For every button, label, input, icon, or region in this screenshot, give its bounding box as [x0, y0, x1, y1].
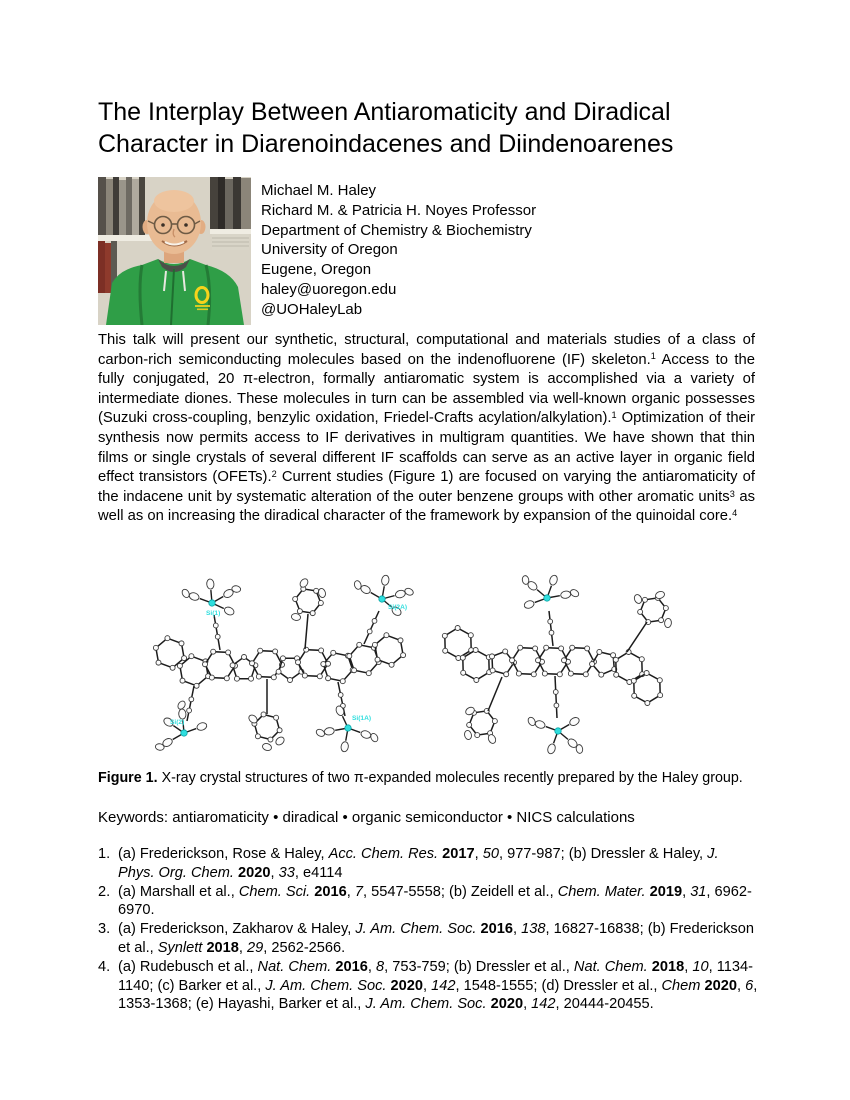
reference-text: (a) Marshall et al., Chem. Sci. 2016, 7, 5547-5558; (b) Zeidell et al., Chem. Mater. 2019, 31, 6962-6970.	[118, 883, 752, 919]
references-list	[98, 845, 758, 1014]
title-line-2: Character in Diarenoindacenes and Diindenoarenes	[98, 130, 674, 158]
speaker-position: Richard M. & Patricia H. Noyes Professor	[261, 201, 537, 219]
speaker-contact-block	[261, 181, 536, 320]
si2a-label: Si(2A)	[388, 604, 408, 611]
keywords-line: Keywords: antiaromaticity • diradical • organic semiconductor • NICS calculations	[98, 809, 635, 826]
reference-text: (a) Frederickson, Rose & Haley, Acc. Chem. Res. 2017, 50, 977-987; (b) Dressler & Haley, J. Phys. Org. Chem. 2020, 33, e4114	[118, 846, 719, 881]
reference-item	[98, 845, 758, 883]
page-title	[98, 96, 788, 160]
figure-1	[140, 553, 726, 766]
reference-number: 3.	[98, 921, 111, 938]
reference-text: (a) Rudebusch et al., Nat. Chem. 2016, 8, 753-759; (b) Dressler et al., Nat. Chem. 2018, 10, 1134-1140; (c) Barker et al., J. Am. Chem. Soc. 2020, 142, 1548-1555; (d) Dressler et al., Chem 2020, 6, 1353-1368; (e) Hayashi, Barker et al., J. Am. Chem. Soc. 2020, 142, 20444-20455.	[118, 958, 758, 1013]
reference-text: (a) Frederickson, Zakharov & Haley, J. Am. Chem. Soc. 2016, 138, 16827-16838; (b) Frederickson et al., Synlett 2018, 29, 2562-2566.	[118, 921, 754, 956]
reference-item	[98, 920, 758, 958]
abstract-paragraph: This talk will present our synthetic, structural, computational and materials studies of a class of carbon-rich semiconducting molecules based on the indenofluorene (IF) skeleton.$^1$ Access to the fully conjugated, 20 π-electron, formally antiaromatic system is accomplished via a variety of intermediate diones. These molecules in turn can be assembled via well-known organic possesses (Suzuki cross-coupling, benzylic oxidation, Friedel-Crafts acylation/alkylation).$^1$ Optimization of their synthesis now permits access to IF derivatives in multigram quantities. We have shown that thin films or single crystals of several different IF scaffolds can serve as an active layer in organic field effect transistors (OFETs).$^2$ Current studies (Figure 1) are focused on varying the antiaromaticity of the indacene unit by systematic alteration of the outer benzene groups with other aromatic units$^3$ as well as on increasing the diradical character of the framework by expansion of the quinoidal core.$^4$	[98, 332, 755, 525]
speaker-email: haley@uoregon.edu	[261, 280, 397, 298]
si1a-label: Si(1A)	[352, 715, 372, 722]
speaker-university: University of Oregon	[261, 241, 398, 259]
reference-item	[98, 958, 758, 1014]
speaker-twitter-handle: @UOHaleyLab	[261, 300, 363, 318]
reference-number: 2.	[98, 883, 111, 900]
title-line-1: The Interplay Between Antiaromaticity and Diradical	[98, 98, 671, 126]
crystal-structures-figure	[140, 553, 726, 766]
figure-caption: Figure 1. X-ray crystal structures of two π-expanded molecules recently prepared by the Haley group.	[98, 770, 743, 786]
speaker-location: Eugene, Oregon	[261, 261, 372, 279]
si2-label: Si(2)	[170, 719, 185, 726]
reference-item	[98, 883, 758, 921]
speaker-photo	[98, 177, 251, 325]
reference-number: 4.	[98, 958, 111, 975]
speaker-portrait-image	[98, 177, 251, 325]
reference-number: 1.	[98, 846, 111, 862]
si1-label: Si(1)	[206, 610, 221, 617]
speaker-department: Department of Chemistry & Biochemistry	[261, 221, 532, 239]
speaker-name: Michael M. Haley	[261, 182, 377, 199]
